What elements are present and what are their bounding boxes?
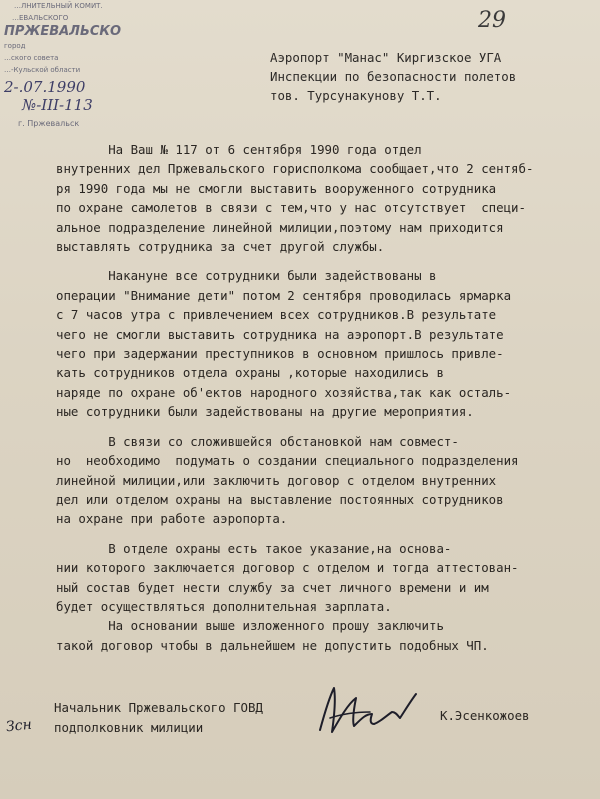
text-line: внутренних дел Пржевальского горисполкома сообщает,что 2 сентяб- — [56, 161, 534, 177]
text-line: В отделе охраны есть такое указание,на основа- — [56, 540, 452, 556]
text-line: нии которого заключается договор с отделом и тогда аттестован- — [56, 560, 519, 576]
stamp-line: ПРЖЕВАЛЬСКО — [4, 24, 122, 39]
stamp-number: №-III-113 — [22, 96, 93, 114]
text-line: ря 1990 года мы не смогли выставить вооруженного сотрудника — [56, 180, 497, 196]
text-line: В связи со сложившейся обстановкой нам совмест- — [56, 433, 459, 449]
text-line: наряде по охране об'ектов народного хозяйства,так как осталь- — [56, 384, 512, 400]
addressee-line: Инспекции по безопасности полетов — [270, 69, 517, 84]
text-line: ные сотрудники были задействованы на другие мероприятия. — [56, 404, 474, 420]
stamp-line: …-Кульской области — [4, 66, 81, 74]
addressee-block — [270, 48, 516, 105]
text-line: ный состав будет нести службу за счет личного времени и им — [56, 579, 489, 595]
addressee-line: тов. Турсунакунову Т.Т. — [270, 88, 442, 103]
stamp-date: 2-.07.1990 — [4, 78, 86, 96]
text-line: линейной милиции,или заключить договор с отделом внутренних — [56, 472, 497, 488]
addressee-line: Аэропорт "Манас" Киргизское УГА — [270, 50, 502, 65]
text-line: кать сотрудников отдела охраны ,которые находились в — [56, 365, 444, 381]
signatory-title-line: Начальник Пржевальского ГОВД — [54, 700, 263, 715]
text-line: На Ваш № 117 от 6 сентября 1990 года отдел — [56, 142, 422, 157]
text-line: чего не смогли выставить сотрудника на аэропорт.В результате — [56, 326, 504, 342]
page-number: 29 — [478, 8, 506, 33]
signatory-title-line: подполковник милиции — [54, 720, 204, 735]
paragraph — [56, 140, 586, 256]
text-line: на охране при работе аэропорта. — [56, 511, 288, 527]
text-line: операции "Внимание дети" потом 2 сентября проводилась ярмарка — [56, 287, 512, 303]
text-line: На основании выше изложенного прошу заключить — [56, 618, 444, 634]
signer-name: К.Эсенкожоев — [440, 708, 530, 723]
text-line: будет осуществляться дополнительная зарплата. — [56, 598, 392, 614]
text-line: чего при задержании преступников в основном пришлось привле- — [56, 346, 504, 362]
paragraph — [56, 539, 586, 655]
stamp-city: г. Пржевальск — [18, 119, 80, 128]
paragraph — [56, 432, 586, 529]
stamp-line: город — [4, 42, 26, 50]
stamp-line: …ЕВАЛЬСКОГО — [12, 14, 69, 22]
text-line: дел или отделом охраны на выставление постоянных сотрудников — [56, 491, 504, 507]
text-line: такой договор чтобы в дальнейшем не допустить подобных ЧП. — [56, 637, 489, 653]
handwritten-signature — [312, 678, 422, 742]
text-line: с 7 часов утра с привлечением всех сотрудников.В результате — [56, 307, 497, 323]
text-line: Накануне все сотрудники были задействованы в — [56, 268, 437, 284]
paragraph — [56, 266, 586, 421]
stamp-line: …ского совета — [4, 54, 59, 62]
text-line: но необходимо подумать о создании специального подразделения — [56, 453, 519, 469]
handwritten-margin-note: Зсн — [5, 716, 33, 736]
text-line: альное подразделение линейной милиции,поэтому нам приходится — [56, 219, 504, 235]
stamp-line: …ЛНИТЕЛЬНЫЙ КОМИТ. — [14, 2, 103, 10]
registration-stamp — [4, 0, 122, 130]
letter-body — [56, 140, 586, 655]
text-line: по охране самолетов в связи с тем,что у нас отсутствует специ- — [56, 200, 526, 216]
text-line: выставлять сотрудника за счет другой службы. — [56, 239, 385, 255]
